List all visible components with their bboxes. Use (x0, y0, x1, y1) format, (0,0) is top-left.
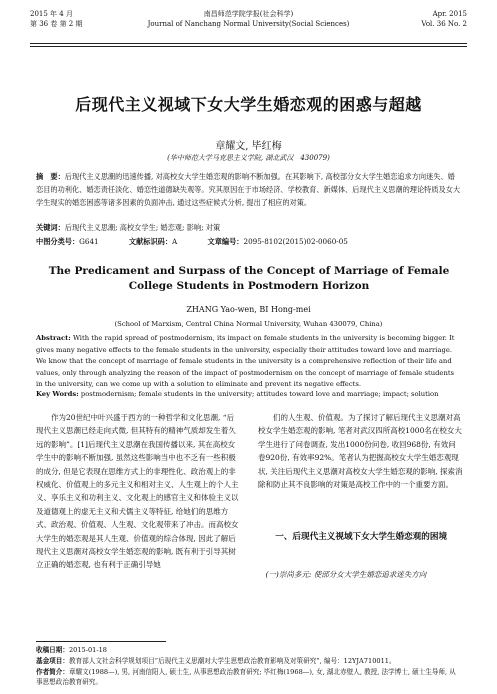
abstract-zh (36, 170, 462, 209)
classification-row (36, 237, 462, 247)
body-column-right: 们的人生观、价值观。为了探讨了解后现代主义思潮对高校女学生婚恋观的影响, 笔者对武汉四所高校1000名在校女大学生进行了问卷调查, 发出1000份问卷, 收回968份, 有效问卷920份, 有效率92%。笔者认为把握高校女大学生婚恋观现状, 关注后现代主义思潮对高校女大学生婚恋观的影响, 探索消除和防止其不良影响的对策是高校工作中的一个重要方面。 (258, 413, 463, 490)
footnote-rule (36, 641, 166, 642)
header-right (421, 9, 467, 29)
footnote-author: 作者简介：章耀文(1988—), 男, 河南信阳人, 硕士生, 从事思想政治教育研究; 毕红梅(1968—), 女, 湖北赤壁人, 教授, 法学博士, 硕士生导师, 从事思想政治教育研究。 (36, 668, 456, 686)
authors-zh: 章耀文, 毕红梅 (215, 141, 282, 152)
body-column-left: 作为20世纪中叶兴盛于西方的一种哲学和文化思潮, “后现代主义思潮已经走向式微, 但其特有的精神气质却发生着久远的影响”。[1]后现代主义思潮在我国传播以来, 其在高校女学生中的影响不断加强, 虽然这些影响当中也不乏有一些积极的成分, 但是它表现在思维方式上的非理性化、政治观上的非权威化、价值观上的多元主义和相对主义、人生观上的个人主义、享乐主义和功利主义、文化观上的感官主义和体验主义以及道德观上的虚无主义和犬儒主义等特征, 给她们的思维方式、政治观、价值观、人生观、文化观带来了冲击。而高校女大学生的婚恋观是其人生观、价值观的综合体现, 因此了解后现代主义思潮对高校女学生婚恋观的影响, 既有利于引导其树立正确的婚恋观, 也有利于正确引导她 (36, 413, 239, 570)
authors-en: ZHANG Yao-wen, BI Hong-mei (186, 305, 311, 314)
affiliation-en: (School of Marxism, Central China Normal University, Wuhan 430079, China) (114, 320, 383, 328)
clc-number: 中图分类号：G641 (36, 237, 99, 246)
header-volume: 第 36 卷 第 2 期 (30, 20, 83, 28)
abstract-en (36, 333, 462, 391)
article-title-en: The Predicament and Surpass of the Concept of Marriage of Female College Students in Postmodern Horizon (48, 265, 450, 292)
article-title-zh: 后现代主义视域下女大学生婚恋观的困惑与超越 (75, 95, 422, 114)
article-number: 文章编号：2095-8102(2015)02-0060-05 (207, 237, 348, 246)
subsection-heading: (一)崇尚多元: 使部分女大学生婚恋追求迷失方向 (265, 570, 427, 579)
keywords-en-label: Key Words: (36, 390, 79, 398)
keywords-zh-text: 后现代主义思潮; 高校女学生; 婚恋观; 影响; 对策 (64, 223, 221, 232)
keywords-en (36, 390, 462, 398)
header-date: 2015 年 4 月 (30, 10, 73, 18)
header-volume-en: Vol. 36 No. 2 (421, 20, 467, 28)
abstract-zh-label: 摘 要： (36, 172, 65, 181)
journal-name-zh: 南昌师范学院学报(社会科学) (203, 10, 294, 18)
abstract-zh-text: 后现代主义思潮的迅速传播, 对高校女大学生婚恋观的影响不断加强。在其影响下, 高校部分女大学生婚恋追求方向迷失、婚恋目的功利化、婚恋责任淡化、婚恋性道德缺失观等。究其原因在于市场经济、学校教育、新媒体、后现代主义思潮的理论特质及女大学生现实的婚恋困惑等诸多因素的负面冲击, 通过这些症候式分析, 提出了相应的对策。 (36, 172, 461, 207)
keywords-zh (36, 223, 462, 233)
affiliation-zh: (华中师范大学马克思主义学院, 湖北武汉 430079) (167, 154, 330, 162)
keywords-en-text: postmodernism; female students in the university; attitudes toward love and marriage; impact; solution (80, 390, 439, 398)
footnote-fund: 基金项目：教育部人文社会科学规划项目“后现代主义思潮对大学生思想政治教育影响及对策研究”, 编号：12YJA710011。 (36, 657, 396, 665)
header-date-en: Apr. 2015 (432, 10, 467, 18)
section-heading: 一、后现代主义视域下女大学生婚恋观的困境 (275, 532, 448, 542)
footnote-received: 收稿日期：2015-01-18 (36, 646, 107, 654)
document-code: 文献标识码：A (128, 237, 178, 246)
header-rule (30, 43, 467, 44)
abstract-en-text: With the rapid spread of postmodernism, its impact on female students in the university is becoming bigger. It gives many negative effects to the female students in the university, especially their attitudes toward love and marriage. We know that the concept of marriage of female students in the university is a comprehensive reflection of their life and values, only through analyzing the reason of the impact of postmodernism on the concept of marriage of female students in the university, can we come up with a solution to eliminate and prevent its negative effects. (36, 334, 455, 388)
journal-name-en: Journal of Nanchang Normal University(Social Sciences) (147, 20, 350, 28)
header-rule-thin (30, 46, 467, 47)
keywords-zh-label: 关键词： (36, 223, 65, 232)
abstract-en-label: Abstract: (36, 334, 71, 342)
